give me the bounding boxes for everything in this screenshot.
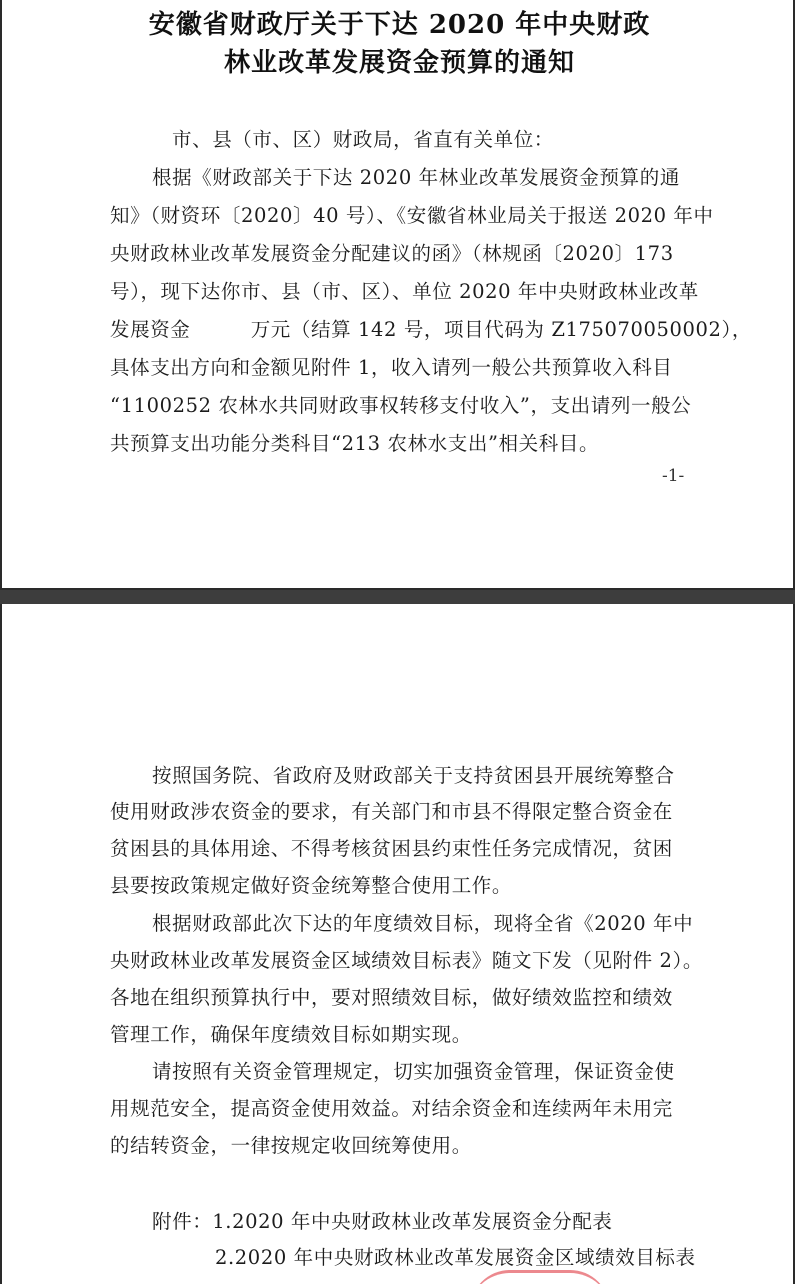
body-line: “1100252 农林水共同财政事权转移支付收入”，支出请列一般公 — [110, 394, 692, 417]
body-line: 各地在组织预算执行中，要对照绩效目标，做好绩效监控和绩效 — [110, 986, 673, 1009]
body-line: 根据《财政部关于下达 2020 年林业改革发展资金预算的通 — [152, 166, 680, 189]
body-line: 用规范安全，提高资金使用效益。对结余资金和连续两年未用完 — [110, 1097, 673, 1120]
body-line: 贫困县的具体用途、不得考核贫困县约束性任务完成情况，贫困 — [110, 837, 673, 860]
page-number: -1- — [662, 466, 685, 486]
document-page-1 — [0, 0, 795, 590]
body-line: 央财政林业改革发展资金分配建议的函》（林规函〔2020〕173 — [110, 242, 674, 265]
body-line: 管理工作，确保年度绩效目标如期实现。 — [110, 1023, 472, 1046]
body-line: 使用财政涉农资金的要求，有关部门和市县不得限定整合资金在 — [110, 800, 673, 823]
document-title-line-2: 林业改革发展资金预算的通知 — [223, 48, 575, 78]
body-line: 共预算支出功能分类科目“213 农林水支出”相关科目。 — [110, 432, 600, 455]
body-line: 县要按政策规定做好资金统筹整合使用工作。 — [110, 874, 513, 897]
document-title-line-1: 安徽省财政厅关于下达 2020 年中央财政 — [148, 10, 651, 40]
body-line: 央财政林业改革发展资金区域绩效目标表》随文下发（见附件 2）。 — [110, 949, 703, 972]
page-separator — [0, 590, 795, 604]
body-line: 知》（财资环〔2020〕40 号）、《安徽省林业局关于报送 2020 年中 — [110, 204, 714, 227]
body-line: 号），现下达你市、县（市、区）、单位 2020 年中央财政林业改革 — [110, 280, 699, 303]
attachment-line-2: 2.2020 年中央财政林业改革发展资金区域绩效目标表 — [215, 1246, 696, 1269]
body-line: 根据财政部此次下达的年度绩效目标，现将全省《2020 年中 — [152, 912, 694, 935]
attachment-line-1: 附件：1.2020 年中央财政林业改革发展资金分配表 — [152, 1210, 613, 1233]
salutation: 市、县（市、区）财政局，省直有关单位： — [172, 128, 554, 151]
body-line: 按照国务院、省政府及财政部关于支持贫困县开展统筹整合 — [152, 764, 675, 787]
document-page-2 — [0, 604, 795, 1284]
body-line: 的结转资金，一律按规定收回统筹使用。 — [110, 1134, 472, 1157]
body-line: 具体支出方向和金额见附件 1，收入请列一般公共预算收入科目 — [110, 356, 673, 379]
body-line: 发展资金 万元（结算 142 号，项目代码为 Z175070050002）， — [110, 318, 752, 341]
body-line: 请按照有关资金管理规定，切实加强资金管理，保证资金使 — [152, 1060, 675, 1083]
